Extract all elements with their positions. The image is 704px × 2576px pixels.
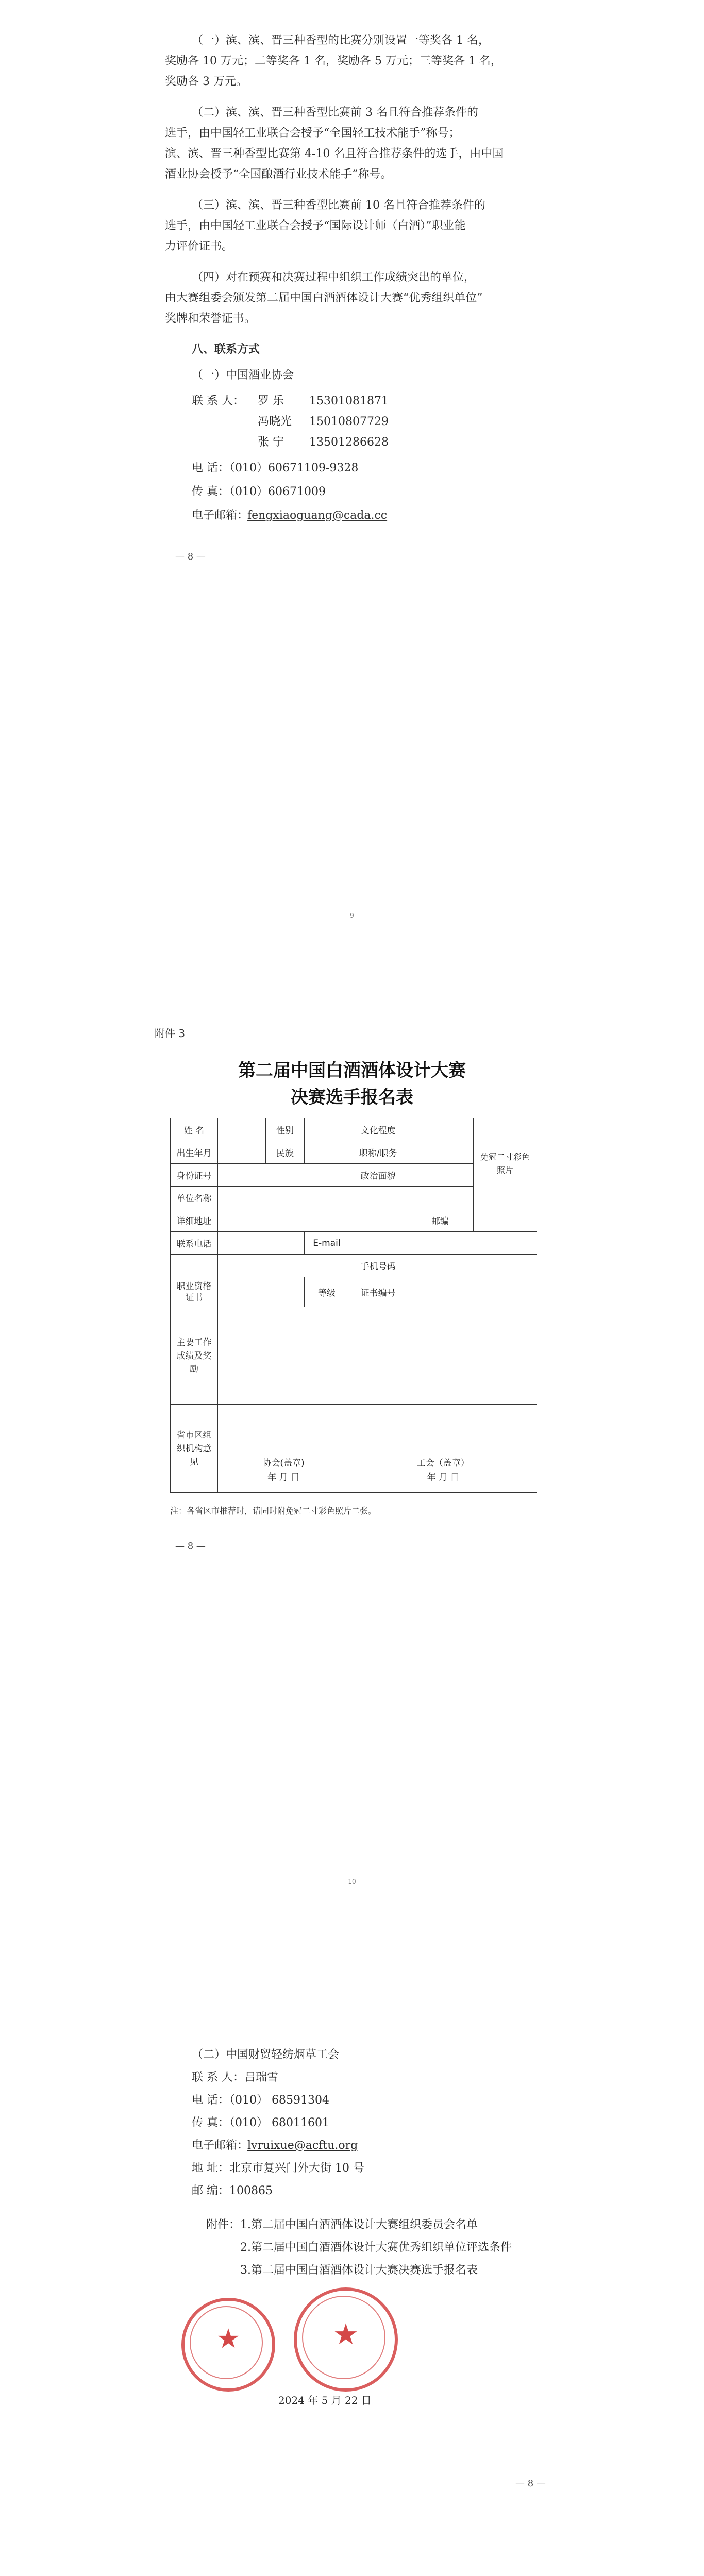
form-label-politics: 政治面貌 <box>349 1164 407 1187</box>
form-label-zip: 邮编 <box>407 1209 474 1232</box>
form-label-nation: 民族 <box>266 1141 305 1164</box>
form-cell-blank[interactable] <box>407 1164 474 1187</box>
issue-date: 2024 年 5 月 22 日 <box>278 2394 372 2406</box>
seal-label-association: 协会(盖章) <box>262 1458 305 1468</box>
attachment-list-item: 2.第二届中国白酒酒体设计大赛优秀组织单位评选条件 <box>240 2241 512 2254</box>
form-cell-blank[interactable] <box>217 1307 537 1405</box>
award-paragraph-line: （四）对在预赛和决赛过程中组织工作成绩突出的单位， <box>192 271 476 284</box>
form-label-cert-no: 证书编号 <box>349 1277 407 1307</box>
award-paragraph-line: 奖励各 10 万元；二等奖各 1 名，奖励各 5 万元；三等奖各 1 名， <box>165 55 502 67</box>
document-page-2 <box>0 948 704 1911</box>
fax-line: 传 真：（010） 68011601 <box>192 2116 329 2129</box>
contact-name: 冯晓光 <box>258 415 292 428</box>
form-label-email: E-mail <box>304 1232 349 1255</box>
telephone-line: 电 话：（010） 68591304 <box>192 2094 329 2107</box>
form-cell-blank[interactable] <box>407 1118 474 1141</box>
form-cell-blank[interactable] <box>407 1255 537 1277</box>
contact-name: 张 宁 <box>258 436 284 449</box>
attachment-label: 附件 3 <box>155 1027 186 1040</box>
contact-phone: 13501286628 <box>309 436 389 449</box>
telephone-line: 电 话：（010）60671109-9328 <box>192 462 359 474</box>
document-page-3 <box>0 1911 704 2576</box>
seal-date: 年 月 日 <box>267 1472 299 1483</box>
document-page-1 <box>0 0 704 948</box>
form-label-education: 文化程度 <box>349 1118 407 1141</box>
form-label-name: 姓 名 <box>171 1118 218 1141</box>
form-seal-cell-a[interactable] <box>217 1405 349 1493</box>
form-label-cert: 职业资格证书 <box>171 1277 218 1307</box>
contact-phone: 15301081871 <box>309 395 389 408</box>
registration-form-table <box>170 1118 537 1493</box>
form-cell-blank[interactable] <box>304 1141 349 1164</box>
award-paragraph-line: （三）滨、滨、晋三种香型比赛前 10 名且符合推荐条件的 <box>192 199 485 212</box>
page-dash-number: — 8 — <box>175 551 206 562</box>
form-subtitle: 决赛选手报名表 <box>291 1087 413 1108</box>
form-seal-cell-b[interactable] <box>349 1405 537 1493</box>
postcode-line: 邮 编：100865 <box>192 2184 273 2197</box>
fax-line: 传 真：（010）60671009 <box>192 485 326 498</box>
contact-line: 联 系 人：吕瑞雪 <box>192 2071 278 2084</box>
form-label-mobile: 手机号码 <box>349 1255 407 1277</box>
award-paragraph-line: 奖牌和荣誉证书。 <box>165 312 256 325</box>
award-paragraph-line: 选手，由中国轻工业联合会授予“国际设计师（白酒）”职业能 <box>165 219 466 232</box>
form-cell-blank[interactable] <box>217 1141 265 1164</box>
form-label-work: 主要工作成绩及奖励 <box>171 1307 218 1405</box>
form-note: 注：各省区市推荐时，请同时附免冠二寸彩色照片二张。 <box>170 1506 377 1516</box>
attachment-list-item: 附件：1.第二届中国白酒酒体设计大赛组织委员会名单 <box>206 2218 478 2231</box>
award-paragraph-line: （二）滨、滨、晋三种香型比赛前 3 名且符合推荐条件的 <box>192 106 478 119</box>
seal-date: 年 月 日 <box>427 1472 459 1483</box>
seal-label-union: 工会（盖章） <box>416 1458 470 1468</box>
award-paragraph-line: 酒业协会授予“全国酿酒行业技术能手”称号。 <box>165 168 392 181</box>
contact-label: 联 系 人： <box>192 395 244 408</box>
form-label-grade: 等级 <box>304 1277 349 1307</box>
form-cell-blank[interactable] <box>217 1164 349 1187</box>
award-paragraph-line: 滨、滨、晋三种香型比赛第 4-10 名且符合推荐条件的选手，由中国 <box>165 147 504 160</box>
form-cell-blank[interactable] <box>217 1232 304 1255</box>
award-paragraph-line: 力评价证书。 <box>165 240 233 253</box>
photo-box[interactable]: 免冠二寸彩色照片 <box>473 1118 537 1209</box>
form-title: 第二届中国白酒酒体设计大赛 <box>238 1060 466 1081</box>
award-paragraph-line: 奖励各 3 万元。 <box>165 75 247 88</box>
org-heading: （一）中国酒业协会 <box>192 369 294 382</box>
contact-name: 罗 乐 <box>258 395 284 408</box>
form-label-gender: 性别 <box>266 1118 305 1141</box>
form-cell-blank[interactable] <box>473 1209 537 1232</box>
form-cell-blank[interactable] <box>407 1141 474 1164</box>
form-cell-blank[interactable] <box>304 1118 349 1141</box>
form-label-title-job: 职称/职务 <box>349 1141 407 1164</box>
email-link[interactable]: fengxiaoguang@cada.cc <box>247 509 388 522</box>
form-cell-blank[interactable] <box>349 1232 537 1255</box>
form-cell-blank[interactable] <box>217 1255 349 1277</box>
page-index: 9 <box>350 912 354 919</box>
star-icon: ★ <box>216 2324 241 2354</box>
contact-phone: 15010807729 <box>309 415 389 428</box>
award-paragraph-line: 由大赛组委会颁发第二届中国白酒酒体设计大赛“优秀组织单位” <box>165 292 483 304</box>
form-cell-blank[interactable] <box>407 1277 537 1307</box>
form-label-address: 详细地址 <box>171 1209 218 1232</box>
form-cell-blank[interactable] <box>171 1255 218 1277</box>
page-dash-number: — 8 — <box>175 1540 206 1551</box>
form-cell-blank[interactable] <box>217 1277 304 1307</box>
email-link[interactable]: lvruixue@acftu.org <box>247 2139 358 2152</box>
star-icon: ★ <box>332 2318 359 2351</box>
page-index: 10 <box>348 1878 356 1885</box>
form-label-regional: 省市区组织机构意见 <box>171 1405 218 1493</box>
email-label: 电子邮箱： <box>192 2139 249 2152</box>
official-seal-left <box>181 2298 275 2392</box>
form-cell-blank[interactable] <box>217 1187 473 1209</box>
form-label-birth: 出生年月 <box>171 1141 218 1164</box>
award-paragraph-line: 选手，由中国轻工业联合会授予“全国轻工技术能手”称号； <box>165 127 460 140</box>
org-heading: （二）中国财贸轻纺烟草工会 <box>192 2048 340 2061</box>
page-dash-number: — 8 — <box>515 2478 546 2489</box>
email-label: 电子邮箱： <box>192 509 249 522</box>
section-heading: 八、联系方式 <box>192 343 260 356</box>
award-paragraph-line: （一）滨、滨、晋三种香型的比赛分别设置一等奖各 1 名， <box>192 34 490 47</box>
official-seal-right <box>294 2287 398 2392</box>
address-line: 地 址：北京市复兴门外大街 10 号 <box>192 2162 364 2175</box>
form-label-phone: 联系电话 <box>171 1232 218 1255</box>
attachment-list-item: 3.第二届中国白酒酒体设计大赛决赛选手报名表 <box>240 2264 478 2277</box>
form-cell-blank[interactable] <box>217 1118 265 1141</box>
form-label-company: 单位名称 <box>171 1187 218 1209</box>
form-label-id: 身份证号 <box>171 1164 218 1187</box>
form-cell-blank[interactable] <box>217 1209 407 1232</box>
